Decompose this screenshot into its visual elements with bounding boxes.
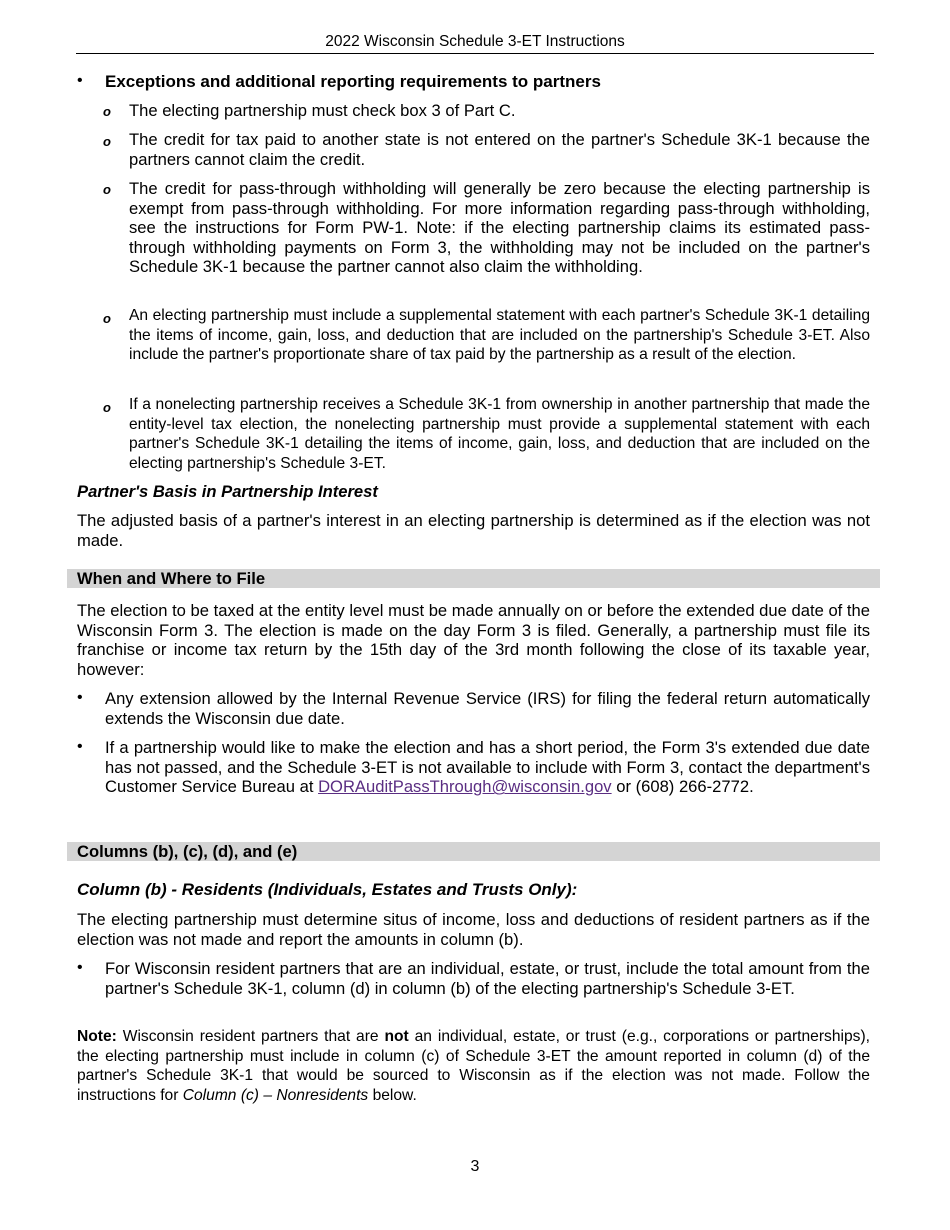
note-text: below. (372, 1086, 417, 1104)
bullet-text: or (608) 266-2772. (616, 777, 754, 797)
column-b-heading: Column (b) - Residents (Individuals, Estates and Trusts Only): (77, 880, 578, 899)
bullet: • (77, 738, 83, 755)
bullet-text: If a partnership would like to make the election and has a short period, the Form 3's extended due date has not passed, and the Schedule 3-ET is not available to include with Form 3, contact the department's Customer Service Bureau at (105, 738, 870, 797)
exception-item: The credit for tax paid to another state is not entered on the partner's Schedule 3K-1 because the partners cannot claim the credit. (129, 130, 870, 169)
sub-bullet: o (103, 311, 111, 326)
email-link[interactable]: DORAuditPassThrough@wisconsin.gov (318, 777, 612, 797)
basis-text: The adjusted basis of a partner's interest in an electing partnership is determined as if the election was not made. (77, 511, 870, 550)
bullet: • (77, 72, 83, 89)
bullet: • (77, 689, 83, 706)
exception-item: An electing partnership must include a supplemental statement with each partner's Schedule 3K-1 detailing the items of income, gain, loss, and deduction that are included on the partnership's Schedule 3-ET. Also include the partner's proportionate share of tax paid by the partnership as a result of the election. (129, 307, 870, 364)
sub-bullet: o (103, 134, 111, 149)
column-b-bullet: For Wisconsin resident partners that are an individual, estate, or trust, include the total amount from the partner's Schedule 3K-1, column (d) in column (b) of the electing partnership's Schedule 3-ET. (105, 959, 870, 998)
bullet: • (77, 959, 83, 976)
exceptions-heading: Exceptions and additional reporting requirements to partners (105, 72, 601, 91)
column-b-text: The electing partnership must determine situs of income, loss and deductions of resident partners as if the election was not made and report the amounts in column (b). (77, 910, 870, 949)
columns-heading: Columns (b), (c), (d), and (e) (67, 842, 880, 861)
basis-heading: Partner's Basis in Partnership Interest (77, 482, 378, 501)
page-number: 3 (470, 1158, 480, 1175)
sub-bullet: o (103, 104, 111, 119)
note-label: Note: (77, 1028, 117, 1045)
note-text: an individual, estate, or trust (e.g., corporations or partnerships), the electing partnership must include in column (c) of Schedule 3-ET the amount reported in column (d) of the partner's Schedule 3K-1 that would be sourced to Wisconsin as if the election was not made. Follow the instructions for (77, 1028, 870, 1104)
sub-bullet: o (103, 182, 111, 197)
when-where-heading: When and Where to File (67, 569, 880, 588)
exception-item: The electing partnership must check box 3 of Part C. (129, 101, 516, 120)
note-text: Wisconsin resident partners that are (122, 1028, 379, 1045)
page-header: 2022 Wisconsin Schedule 3-ET Instructions (76, 33, 874, 54)
when-where-intro: The election to be taxed at the entity level must be made annually on or before the extended due date of the Wisconsin Form 3. The election is made on the day Form 3 is filed. Generally, a partnership must file its franchise or income tax return by the 15th day of the 3rd month following the close of its taxable year, however: (77, 601, 870, 679)
when-where-bullet: Any extension allowed by the Internal Revenue Service (IRS) for filing the federal return automatically extends the Wisconsin due date. (105, 689, 870, 728)
note-reference: Column (c) – Nonresidents (182, 1086, 369, 1104)
when-where-bullet (105, 738, 870, 797)
sub-bullet: o (103, 400, 111, 415)
exception-item: If a nonelecting partnership receives a Schedule 3K-1 from ownership in another partnership that made the entity-level tax election, the nonelecting partnership must provide a supplemental statement with each partner's Schedule 3K-1 detailing the items of income, gain, loss, and deduction that are included on the electing partnership's Schedule 3-ET. (129, 396, 870, 472)
exception-item: The credit for pass-through withholding will generally be zero because the electing partnership is exempt from pass-through withholding. For more information regarding pass-through withholding, see the instructions for Form PW-1. Note: if the electing partnership claims its estimated pass-through withholding payments on Form 3, the withholding may not be included on the partner's Schedule 3K-1 because the partner cannot also claim the withholding. (129, 179, 870, 277)
note-emphasis: not (384, 1028, 409, 1045)
note-paragraph (77, 1027, 870, 1105)
